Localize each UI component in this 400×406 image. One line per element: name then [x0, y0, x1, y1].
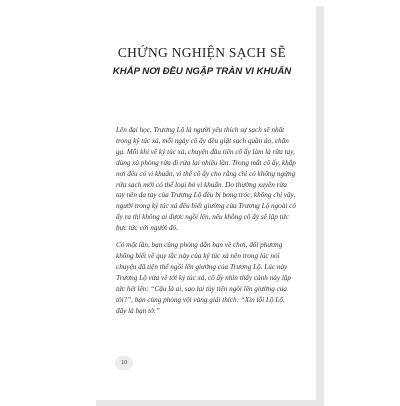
chapter-body [116, 125, 296, 322]
body-paragraph-1: Lên đại học, Trương Lộ là người yêu thích sự sạch sẽ nhất trong ký túc xá, mỗi ngày cô ấy đều giặt sạch quần áo, chăn gạ. Mỗi khi về ký túc xá, chuyện đầu tiên cô ấy làm là rửa tay, dùng xà phòng rửa đi rửa lại nhiều lần. Trong mắt cô ấy, khắp nơi đều có vi khuẩn, vì thế cô ấy cho rằng chỉ có không ngừng rửa sạch mới có thể loại bỏ vi khuẩn. Do thường xuyên rửa tay nên da tay của Trương Lộ đều bị bong tróc, không chỉ vậy, người trong ký túc xá đều biết giường của Trương Lộ ngoài cô ấy ra thì không ai được ngồi lên, nếu không cô ấy sẽ lập tức bực tức với người đó. [116, 126, 296, 233]
body-paragraph-2: Có một lần, bạn cùng phòng dẫn bạn về chơi, đối phương không biết về quy tắc này của ký túc xá nên trong lúc nói chuyện đã tiện thể ngồi lên giường của Trương Lộ. Lúc này Trương Lộ vừa về tới ký túc xá, cô ấy nhìn thấy cảnh này lập tức hét lên: “Cậu là ai, sao lại tùy tiện ngồi lên giường của tôi?”, bạn cùng phòng vội vàng giải thích: “Xin lỗi Lộ Lộ, đây là bạn tớ.” [116, 241, 291, 315]
page-number: 10 [115, 356, 133, 370]
chapter-title: CHỨNG NGHIỆN SẠCH SẼ [117, 45, 287, 60]
book-page [88, 0, 316, 400]
chapter-subtitle: KHẮP NƠI ĐỀU NGẬP TRÀN VI KHUẨN [112, 66, 292, 77]
